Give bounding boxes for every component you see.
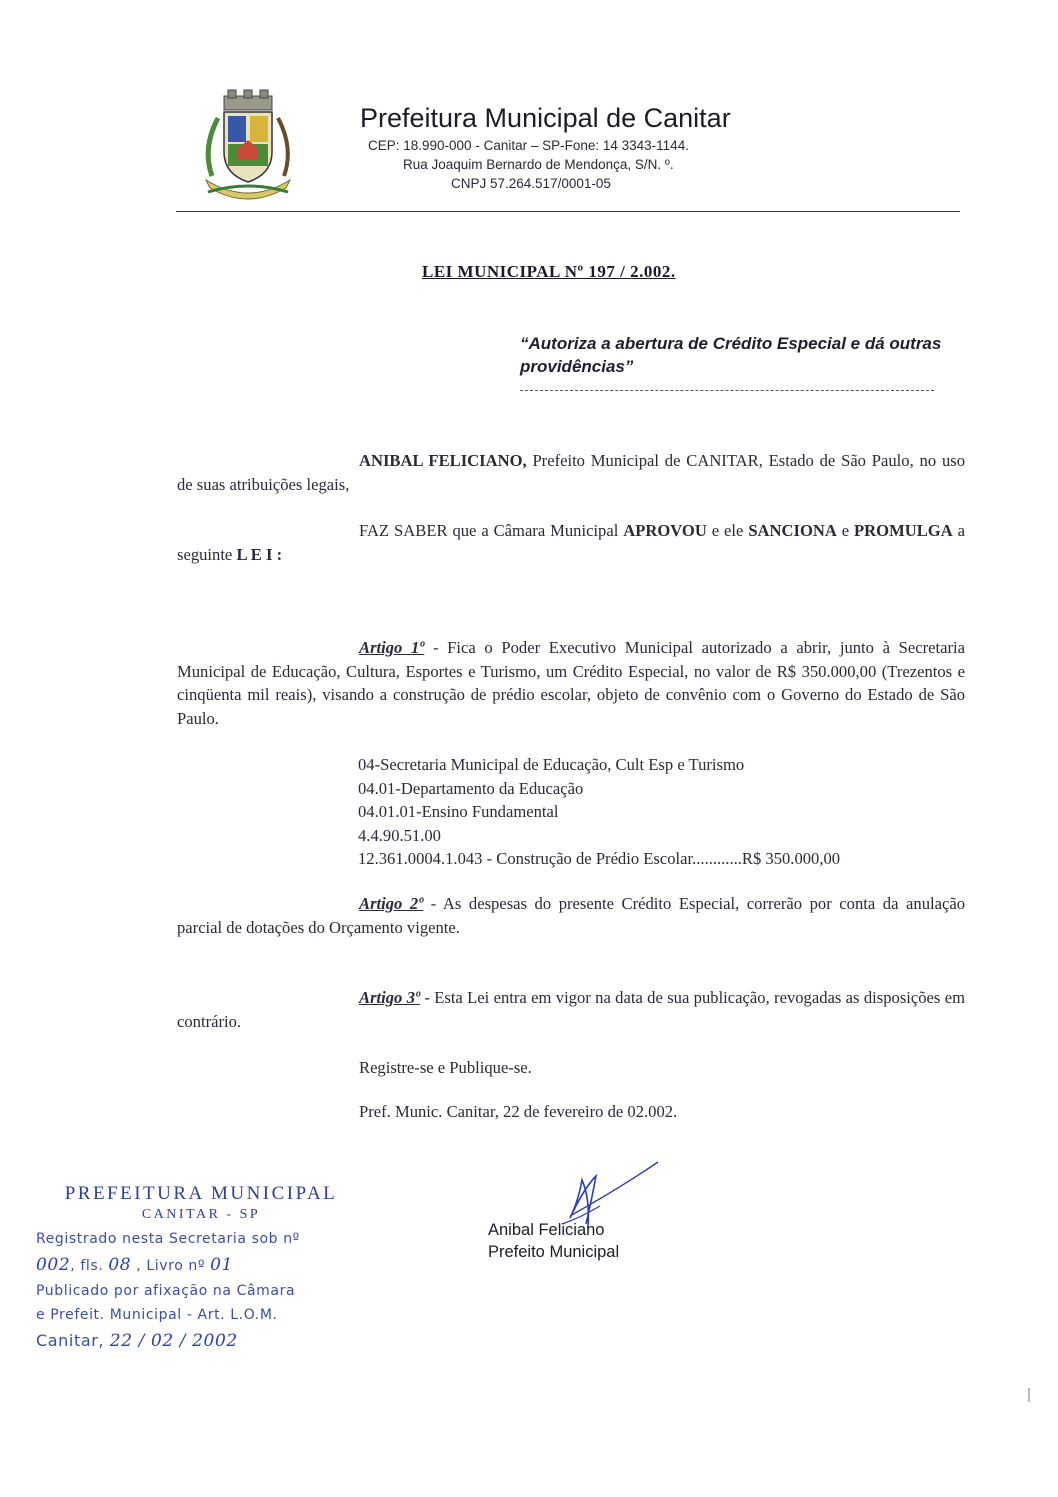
budget-line: 12.361.0004.1.043 - Construção de Prédio Escolar............R$ 350.000,00 [358,849,841,868]
stamp-date-line [36,1331,366,1351]
budget-line: 04.01-Departamento da Educação [358,778,584,798]
enactment-approved: APROVOU [623,521,707,540]
enactment-text-a: FAZ SABER que a Câmara Municipal [359,521,619,540]
stamp-livro-label: , Livro nº [136,1258,206,1274]
article-2-text: - As despesas do presente Crédito Especial, correrão por conta da anulação parcial de dotações do Orçamento vigente. [177,894,965,937]
ementa-dashed-rule [520,390,934,391]
stamp-subheading: CANITAR - SP [141,1207,261,1222]
register-publish-line: Registre-se e Publique-se. [359,1058,532,1077]
letterhead-cnpj-line: CNPJ 57.264.517/0001-05 [451,176,611,191]
enactment-lei: L E I : [236,544,283,564]
preamble-text: Prefeito Municipal de CANITAR, Estado de São Paulo, no uso de suas atribuições legais, [177,451,965,494]
registration-stamp [36,1183,366,1351]
stamp-livro-number: 01 [210,1255,234,1275]
stamp-register-number: 002 [36,1255,71,1275]
stamp-article-line: e Prefeit. Municipal - Art. L.O.M. [36,1307,278,1323]
law-title: LEI MUNICIPAL Nº 197 / 2.002. [422,262,676,281]
mayor-name: ANIBAL FELICIANO, [359,451,527,470]
stamp-published-line: Publicado por afixação na Câmara [36,1283,296,1299]
article-2 [177,892,965,939]
budget-line: 04.01.01-Ensino Fundamental [358,802,559,821]
article-1-text: - Fica o Poder Executivo Municipal autorizado a abrir, junto à Secretaria Municipal de Educação, Cultura, Esportes e Turismo, um Crédito Especial, no valor de R$ 350.000,00 (Trezentos e cinqüenta mil reais), visando a construção de prédio escolar, objeto de convênio com o Governo do Estado de São Paulo. [177,638,965,728]
stamp-heading: PREFEITURA MUNICIPAL [64,1183,338,1204]
scan-margin-mark [1028,1388,1030,1402]
preamble-paragraph [177,449,965,496]
budget-allocation [358,753,840,871]
article-1 [177,636,965,730]
enactment-promulgates: PROMULGA [854,521,953,540]
article-3-text: - Esta Lei entra em vigor na data de sua publicação, revogadas as disposições em contrário. [177,988,966,1031]
letterhead-title: Prefeitura Municipal de Canitar [360,103,731,133]
article-3 [177,986,965,1033]
law-ementa: “Autoriza a abertura de Crédito Especial e dá outras providências” [520,334,942,376]
budget-line: 4.4.90.51.00 [358,825,441,845]
letterhead-divider [176,211,960,212]
enactment-text-g: a seguinte [177,521,965,564]
enactment-text-c: e ele [711,521,744,540]
letterhead-street-line: Rua Joaquim Bernardo de Mendonça, S/N. º. [403,157,674,172]
stamp-fls-label: , fls. [70,1258,104,1274]
enactment-text-e: e [841,521,850,540]
letterhead-address-line: CEP: 18.990-000 - Canitar – SP-Fone: 14 3343-1144. [368,138,689,153]
article-3-label: Artigo 3º [359,988,420,1007]
article-1-label: Artigo 1º [359,638,425,657]
stamp-handwritten-date: 22 / 02 / 2002 [109,1331,238,1351]
signing-date-line: Pref. Munic. Canitar, 22 de fevereiro de 02.002. [359,1102,678,1121]
enactment-paragraph [177,519,965,566]
municipal-crest-icon [198,88,298,204]
budget-line: 04-Secretaria Municipal de Educação, Cult Esp e Turismo [358,755,745,774]
signatory-role: Prefeito Municipal [488,1243,620,1261]
stamp-fls-number: 08 [108,1255,132,1275]
article-2-label: Artigo 2º [359,894,424,913]
stamp-registered-line: Registrado nesta Secretaria sob nº [36,1231,300,1247]
enactment-sanctions: SANCIONA [748,521,837,540]
signatory-name: Anibal Feliciano [488,1221,605,1239]
signatory-block [488,1219,619,1263]
stamp-date-label: Canitar, [36,1331,105,1350]
stamp-numbers-line [36,1255,366,1275]
